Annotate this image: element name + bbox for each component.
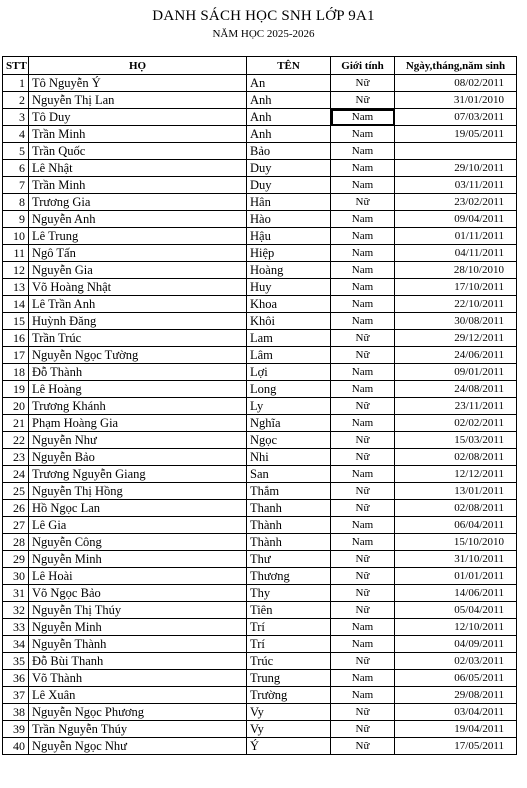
ten-cell[interactable]: Thành	[247, 517, 331, 534]
ngay-sinh-cell[interactable]: 30/08/2011	[395, 313, 517, 330]
stt-cell[interactable]: 6	[3, 160, 29, 177]
ho-cell[interactable]: Lê Gia	[29, 517, 247, 534]
table-row	[3, 364, 517, 381]
stt-cell[interactable]: 19	[3, 381, 29, 398]
ten-cell[interactable]: Lâm	[247, 347, 331, 364]
fill-handle[interactable]	[393, 124, 395, 126]
selected-cell-value: Nam	[351, 111, 374, 123]
stt-cell[interactable]: 31	[3, 585, 29, 602]
ho-cell[interactable]: Lê Trung	[29, 228, 247, 245]
ho-cell[interactable]: Ngô Tấn	[29, 245, 247, 262]
gioi-tinh-cell[interactable]: Nam	[331, 687, 395, 704]
ten-cell[interactable]: Lam	[247, 330, 331, 347]
ngay-sinh-cell[interactable]: 01/11/2011	[395, 228, 517, 245]
ho-cell[interactable]: Lê Trần Anh	[29, 296, 247, 313]
table-row	[3, 126, 517, 143]
gioi-tinh-cell[interactable]: Nữ	[331, 653, 395, 670]
gioi-tinh-cell[interactable]: Nữ	[331, 330, 395, 347]
gioi-tinh-cell[interactable]: Nữ	[331, 568, 395, 585]
table-row	[3, 75, 517, 92]
table-row	[3, 551, 517, 568]
gioi-tinh-cell[interactable]: Nam	[331, 262, 395, 279]
stt-cell[interactable]: 32	[3, 602, 29, 619]
gioi-tinh-cell[interactable]: Nữ	[331, 500, 395, 517]
school-year: NĂM HỌC 2025-2026	[212, 28, 315, 40]
table-row	[3, 262, 517, 279]
ho-cell[interactable]: Võ Ngọc Bảo	[29, 585, 247, 602]
gioi-tinh-cell[interactable]: Nam	[331, 177, 395, 194]
stt-cell[interactable]: 5	[3, 143, 29, 160]
stt-cell[interactable]: 33	[3, 619, 29, 636]
ngay-sinh-cell[interactable]: 14/06/2011	[395, 585, 517, 602]
ngay-sinh-cell[interactable]: 17/10/2011	[395, 279, 517, 296]
gioi-tinh-cell[interactable]: Nam	[331, 670, 395, 687]
stt-cell[interactable]: 28	[3, 534, 29, 551]
ten-cell[interactable]: Trường	[247, 687, 331, 704]
ngay-sinh-cell[interactable]: 19/04/2011	[395, 721, 517, 738]
ngay-sinh-cell[interactable]: 29/12/2011	[395, 330, 517, 347]
table-row	[3, 245, 517, 262]
gioi-tinh-cell[interactable]: Nam	[331, 466, 395, 483]
ho-cell[interactable]: Trương Khánh	[29, 398, 247, 415]
ten-cell[interactable]: Hoàng	[247, 262, 331, 279]
stt-cell[interactable]: 35	[3, 653, 29, 670]
ten-cell[interactable]: Hiệp	[247, 245, 331, 262]
gioi-tinh-cell[interactable]: Nữ	[331, 738, 395, 755]
gioi-tinh-cell[interactable]: Nữ	[331, 194, 395, 211]
ngay-sinh-cell[interactable]: 05/04/2011	[395, 602, 517, 619]
ten-cell[interactable]: Anh	[247, 109, 331, 126]
ngay-sinh-cell[interactable]: 08/02/2011	[395, 75, 517, 92]
ten-cell[interactable]: Duy	[247, 177, 331, 194]
gioi-tinh-cell[interactable]: Nữ	[331, 432, 395, 449]
header-row	[3, 57, 517, 75]
table-row	[3, 296, 517, 313]
gioi-tinh-cell[interactable]: Nữ	[331, 483, 395, 500]
ho-cell[interactable]: Trần Minh	[29, 126, 247, 143]
table-row	[3, 143, 517, 160]
stt-cell[interactable]: 15	[3, 313, 29, 330]
ten-cell[interactable]: Thanh	[247, 500, 331, 517]
ho-cell[interactable]: Nguyễn Như	[29, 432, 247, 449]
stt-cell[interactable]: 38	[3, 704, 29, 721]
table-row	[3, 279, 517, 296]
ten-cell[interactable]: Nhi	[247, 449, 331, 466]
ngay-sinh-cell[interactable]: 09/01/2011	[395, 364, 517, 381]
col-header-ten[interactable]: TÊN	[247, 57, 331, 75]
ho-cell[interactable]: Nguyễn Minh	[29, 619, 247, 636]
gioi-tinh-cell[interactable]: Nữ	[331, 75, 395, 92]
ten-cell[interactable]: Trí	[247, 619, 331, 636]
ten-cell[interactable]: Bảo	[247, 143, 331, 160]
ten-cell[interactable]: Thắm	[247, 483, 331, 500]
stt-cell[interactable]: 37	[3, 687, 29, 704]
stt-cell[interactable]: 21	[3, 415, 29, 432]
ten-cell[interactable]: Vy	[247, 721, 331, 738]
ho-cell[interactable]: Đỗ Thành	[29, 364, 247, 381]
ho-cell[interactable]: Nguyễn Minh	[29, 551, 247, 568]
ho-cell[interactable]: Nguyễn Thị Hồng	[29, 483, 247, 500]
student-table	[2, 56, 517, 755]
ten-cell[interactable]: Thy	[247, 585, 331, 602]
ho-cell[interactable]: Tô Nguyễn Ý	[29, 75, 247, 92]
table-row	[3, 483, 517, 500]
table-row	[3, 211, 517, 228]
ngay-sinh-cell[interactable]: 28/10/2010	[395, 262, 517, 279]
table-row	[3, 313, 517, 330]
gioi-tinh-cell[interactable]: Nữ	[331, 347, 395, 364]
ho-cell[interactable]: Trần Minh	[29, 177, 247, 194]
ngay-sinh-cell[interactable]: 31/01/2010	[395, 92, 517, 109]
ngay-sinh-cell[interactable]: 06/05/2011	[395, 670, 517, 687]
stt-cell[interactable]: 8	[3, 194, 29, 211]
ten-cell[interactable]: Nghĩa	[247, 415, 331, 432]
ngay-sinh-cell[interactable]: 23/02/2011	[395, 194, 517, 211]
ngay-sinh-cell[interactable]: 07/03/2011	[395, 109, 517, 126]
ho-cell[interactable]: Nguyễn Bảo	[29, 449, 247, 466]
ngay-sinh-cell[interactable]: 24/08/2011	[395, 381, 517, 398]
gioi-tinh-cell[interactable]: Nam	[331, 364, 395, 381]
gioi-tinh-cell[interactable]: Nam	[331, 313, 395, 330]
ngay-sinh-cell[interactable]: 02/08/2011	[395, 449, 517, 466]
stt-cell[interactable]: 39	[3, 721, 29, 738]
gioi-tinh-cell[interactable]: Nam	[331, 126, 395, 143]
ho-cell[interactable]: Lê Hoàng	[29, 381, 247, 398]
table-row	[3, 585, 517, 602]
table-row	[3, 619, 517, 636]
ho-cell[interactable]: Trần Trúc	[29, 330, 247, 347]
ho-cell[interactable]: Lê Hoài	[29, 568, 247, 585]
col-header-ho[interactable]: HỌ	[29, 57, 247, 75]
gioi-tinh-cell[interactable]: Nam	[331, 143, 395, 160]
stt-cell[interactable]: 23	[3, 449, 29, 466]
ho-cell[interactable]: Phạm Hoàng Gia	[29, 415, 247, 432]
table-row	[3, 415, 517, 432]
ten-cell[interactable]: Ly	[247, 398, 331, 415]
ten-cell[interactable]: Trí	[247, 636, 331, 653]
gioi-tinh-cell[interactable]: Nam	[331, 160, 395, 177]
ho-cell[interactable]: Lê Nhật	[29, 160, 247, 177]
gioi-tinh-cell[interactable]: Nam	[331, 636, 395, 653]
ten-cell[interactable]: Hậu	[247, 228, 331, 245]
stt-cell[interactable]: 10	[3, 228, 29, 245]
ten-cell[interactable]: Ngọc	[247, 432, 331, 449]
table-row	[3, 670, 517, 687]
gioi-tinh-cell[interactable]: Nữ	[331, 602, 395, 619]
gioi-tinh-cell[interactable]: Nữ	[331, 721, 395, 738]
ngay-sinh-cell[interactable]: 01/01/2011	[395, 568, 517, 585]
ngay-sinh-cell[interactable]	[395, 143, 517, 160]
ten-cell[interactable]: Long	[247, 381, 331, 398]
stt-cell[interactable]: 7	[3, 177, 29, 194]
table-row	[3, 568, 517, 585]
gioi-tinh-cell[interactable]: Nam	[331, 211, 395, 228]
ho-cell[interactable]: Nguyễn Ngọc Như	[29, 738, 247, 755]
stt-cell[interactable]: 30	[3, 568, 29, 585]
ten-cell[interactable]: Thành	[247, 534, 331, 551]
ho-cell[interactable]: Hồ Ngọc Lan	[29, 500, 247, 517]
table-row	[3, 432, 517, 449]
ho-cell[interactable]: Huỳnh Đăng	[29, 313, 247, 330]
stt-cell[interactable]: 4	[3, 126, 29, 143]
table-row	[3, 466, 517, 483]
gioi-tinh-cell[interactable]: Nam	[331, 245, 395, 262]
ho-cell[interactable]: Nguyễn Thành	[29, 636, 247, 653]
ten-cell[interactable]: Duy	[247, 160, 331, 177]
ho-cell[interactable]: Nguyễn Ngọc Tường	[29, 347, 247, 364]
ho-cell[interactable]: Nguyễn Ngọc Phương	[29, 704, 247, 721]
gioi-tinh-cell[interactable]: Nam	[331, 296, 395, 313]
ten-cell[interactable]: An	[247, 75, 331, 92]
table-row	[3, 381, 517, 398]
table-row	[3, 602, 517, 619]
ho-cell[interactable]: Nguyễn Anh	[29, 211, 247, 228]
ten-cell[interactable]: Khôi	[247, 313, 331, 330]
gioi-tinh-cell[interactable]: Nam	[331, 619, 395, 636]
ho-cell[interactable]: Đỗ Bùi Thanh	[29, 653, 247, 670]
ngay-sinh-cell[interactable]: 29/08/2011	[395, 687, 517, 704]
table-row	[3, 534, 517, 551]
ngay-sinh-cell[interactable]: 12/12/2011	[395, 466, 517, 483]
ngay-sinh-cell[interactable]: 02/08/2011	[395, 500, 517, 517]
ngay-sinh-cell[interactable]: 17/05/2011	[395, 738, 517, 755]
ngay-sinh-cell[interactable]: 19/05/2011	[395, 126, 517, 143]
table-row	[3, 330, 517, 347]
stt-cell[interactable]: 13	[3, 279, 29, 296]
gioi-tinh-cell[interactable]: Nam	[331, 228, 395, 245]
table-row	[3, 687, 517, 704]
stt-cell[interactable]: 18	[3, 364, 29, 381]
table-row	[3, 636, 517, 653]
stt-cell[interactable]: 26	[3, 500, 29, 517]
stt-cell[interactable]: 34	[3, 636, 29, 653]
gioi-tinh-cell[interactable]: Nữ	[331, 551, 395, 568]
stt-cell[interactable]: 25	[3, 483, 29, 500]
gioi-tinh-cell[interactable]: Nam	[331, 517, 395, 534]
col-header-stt[interactable]: STT	[3, 57, 29, 75]
gioi-tinh-cell[interactable]: Nam	[331, 381, 395, 398]
ten-cell[interactable]: Trúc	[247, 653, 331, 670]
ngay-sinh-cell[interactable]: 31/10/2011	[395, 551, 517, 568]
gioi-tinh-cell[interactable]: Nữ	[331, 92, 395, 109]
stt-cell[interactable]: 29	[3, 551, 29, 568]
stt-cell[interactable]: 20	[3, 398, 29, 415]
ho-cell[interactable]: Võ Hoàng Nhật	[29, 279, 247, 296]
ten-cell[interactable]: Trung	[247, 670, 331, 687]
stt-cell[interactable]: 14	[3, 296, 29, 313]
ngay-sinh-cell[interactable]: 04/11/2011	[395, 245, 517, 262]
table-row	[3, 92, 517, 109]
stt-cell[interactable]: 3	[3, 109, 29, 126]
ho-cell[interactable]: Trương Nguyễn Giang	[29, 466, 247, 483]
ngay-sinh-cell[interactable]: 22/10/2011	[395, 296, 517, 313]
ho-cell[interactable]: Tô Duy	[29, 109, 247, 126]
table-row	[3, 160, 517, 177]
table-row	[3, 738, 517, 755]
ho-cell[interactable]: Lê Xuân	[29, 687, 247, 704]
gioi-tinh-cell[interactable]: Nữ	[331, 449, 395, 466]
table-row	[3, 109, 517, 126]
table-row	[3, 653, 517, 670]
table-row	[3, 347, 517, 364]
document-title: DANH SÁCH HỌC SNH LỚP 9A1	[152, 8, 375, 24]
stt-cell[interactable]: 36	[3, 670, 29, 687]
table-row	[3, 517, 517, 534]
ten-cell[interactable]: Thương	[247, 568, 331, 585]
gioi-tinh-cell[interactable]: Nam	[331, 279, 395, 296]
col-header-ngay-sinh[interactable]: Ngày,tháng,năm sinh	[395, 57, 517, 75]
gioi-tinh-cell[interactable]: Nam	[331, 534, 395, 551]
ho-cell[interactable]: Trần Nguyễn Thúy	[29, 721, 247, 738]
ten-cell[interactable]: Lợi	[247, 364, 331, 381]
stt-cell[interactable]: 2	[3, 92, 29, 109]
table-row	[3, 194, 517, 211]
ho-cell[interactable]: Nguyễn Thị Thúy	[29, 602, 247, 619]
table-row	[3, 449, 517, 466]
stt-cell[interactable]: 11	[3, 245, 29, 262]
ngay-sinh-cell[interactable]: 24/06/2011	[395, 347, 517, 364]
ten-cell[interactable]: Hân	[247, 194, 331, 211]
stt-cell[interactable]: 22	[3, 432, 29, 449]
ngay-sinh-cell[interactable]: 03/04/2011	[395, 704, 517, 721]
table-row	[3, 177, 517, 194]
table-row	[3, 398, 517, 415]
ngay-sinh-cell[interactable]: 03/11/2011	[395, 177, 517, 194]
ten-cell[interactable]: Thư	[247, 551, 331, 568]
ngay-sinh-cell[interactable]: 02/03/2011	[395, 653, 517, 670]
ngay-sinh-cell[interactable]: 15/10/2010	[395, 534, 517, 551]
ngay-sinh-cell[interactable]: 04/09/2011	[395, 636, 517, 653]
ten-cell[interactable]: San	[247, 466, 331, 483]
ten-cell[interactable]: Ý	[247, 738, 331, 755]
table-row	[3, 228, 517, 245]
stt-cell[interactable]: 40	[3, 738, 29, 755]
stt-cell[interactable]: 27	[3, 517, 29, 534]
stt-cell[interactable]: 24	[3, 466, 29, 483]
selected-cell[interactable]	[331, 109, 395, 126]
ngay-sinh-cell[interactable]: 23/11/2011	[395, 398, 517, 415]
ngay-sinh-cell[interactable]: 15/03/2011	[395, 432, 517, 449]
gioi-tinh-cell[interactable]: Nữ	[331, 398, 395, 415]
ten-cell[interactable]: Hào	[247, 211, 331, 228]
ten-cell[interactable]: Tiên	[247, 602, 331, 619]
ho-cell[interactable]: Võ Thành	[29, 670, 247, 687]
ngay-sinh-cell[interactable]: 02/02/2011	[395, 415, 517, 432]
stt-cell[interactable]: 9	[3, 211, 29, 228]
ho-cell[interactable]: Nguyễn Thị Lan	[29, 92, 247, 109]
ngay-sinh-cell[interactable]: 29/10/2011	[395, 160, 517, 177]
ten-cell[interactable]: Anh	[247, 92, 331, 109]
ho-cell[interactable]: Trần Quốc	[29, 143, 247, 160]
stt-cell[interactable]: 1	[3, 75, 29, 92]
ngay-sinh-cell[interactable]: 12/10/2011	[395, 619, 517, 636]
ho-cell[interactable]: Nguyễn Gia	[29, 262, 247, 279]
ho-cell[interactable]: Trương Gia	[29, 194, 247, 211]
gioi-tinh-cell[interactable]: Nam	[331, 415, 395, 432]
stt-cell[interactable]: 12	[3, 262, 29, 279]
table-row	[3, 704, 517, 721]
ngay-sinh-cell[interactable]: 13/01/2011	[395, 483, 517, 500]
ten-cell[interactable]: Anh	[247, 126, 331, 143]
stt-cell[interactable]: 16	[3, 330, 29, 347]
ngay-sinh-cell[interactable]: 06/04/2011	[395, 517, 517, 534]
ten-cell[interactable]: Huy	[247, 279, 331, 296]
ngay-sinh-cell[interactable]: 09/04/2011	[395, 211, 517, 228]
ho-cell[interactable]: Nguyễn Công	[29, 534, 247, 551]
ten-cell[interactable]: Vy	[247, 704, 331, 721]
table-row	[3, 500, 517, 517]
stt-cell[interactable]: 17	[3, 347, 29, 364]
gioi-tinh-cell[interactable]: Nữ	[331, 585, 395, 602]
ten-cell[interactable]: Khoa	[247, 296, 331, 313]
col-header-gioi-tinh[interactable]: Giới tính	[331, 57, 395, 75]
table-row	[3, 721, 517, 738]
gioi-tinh-cell[interactable]: Nữ	[331, 704, 395, 721]
